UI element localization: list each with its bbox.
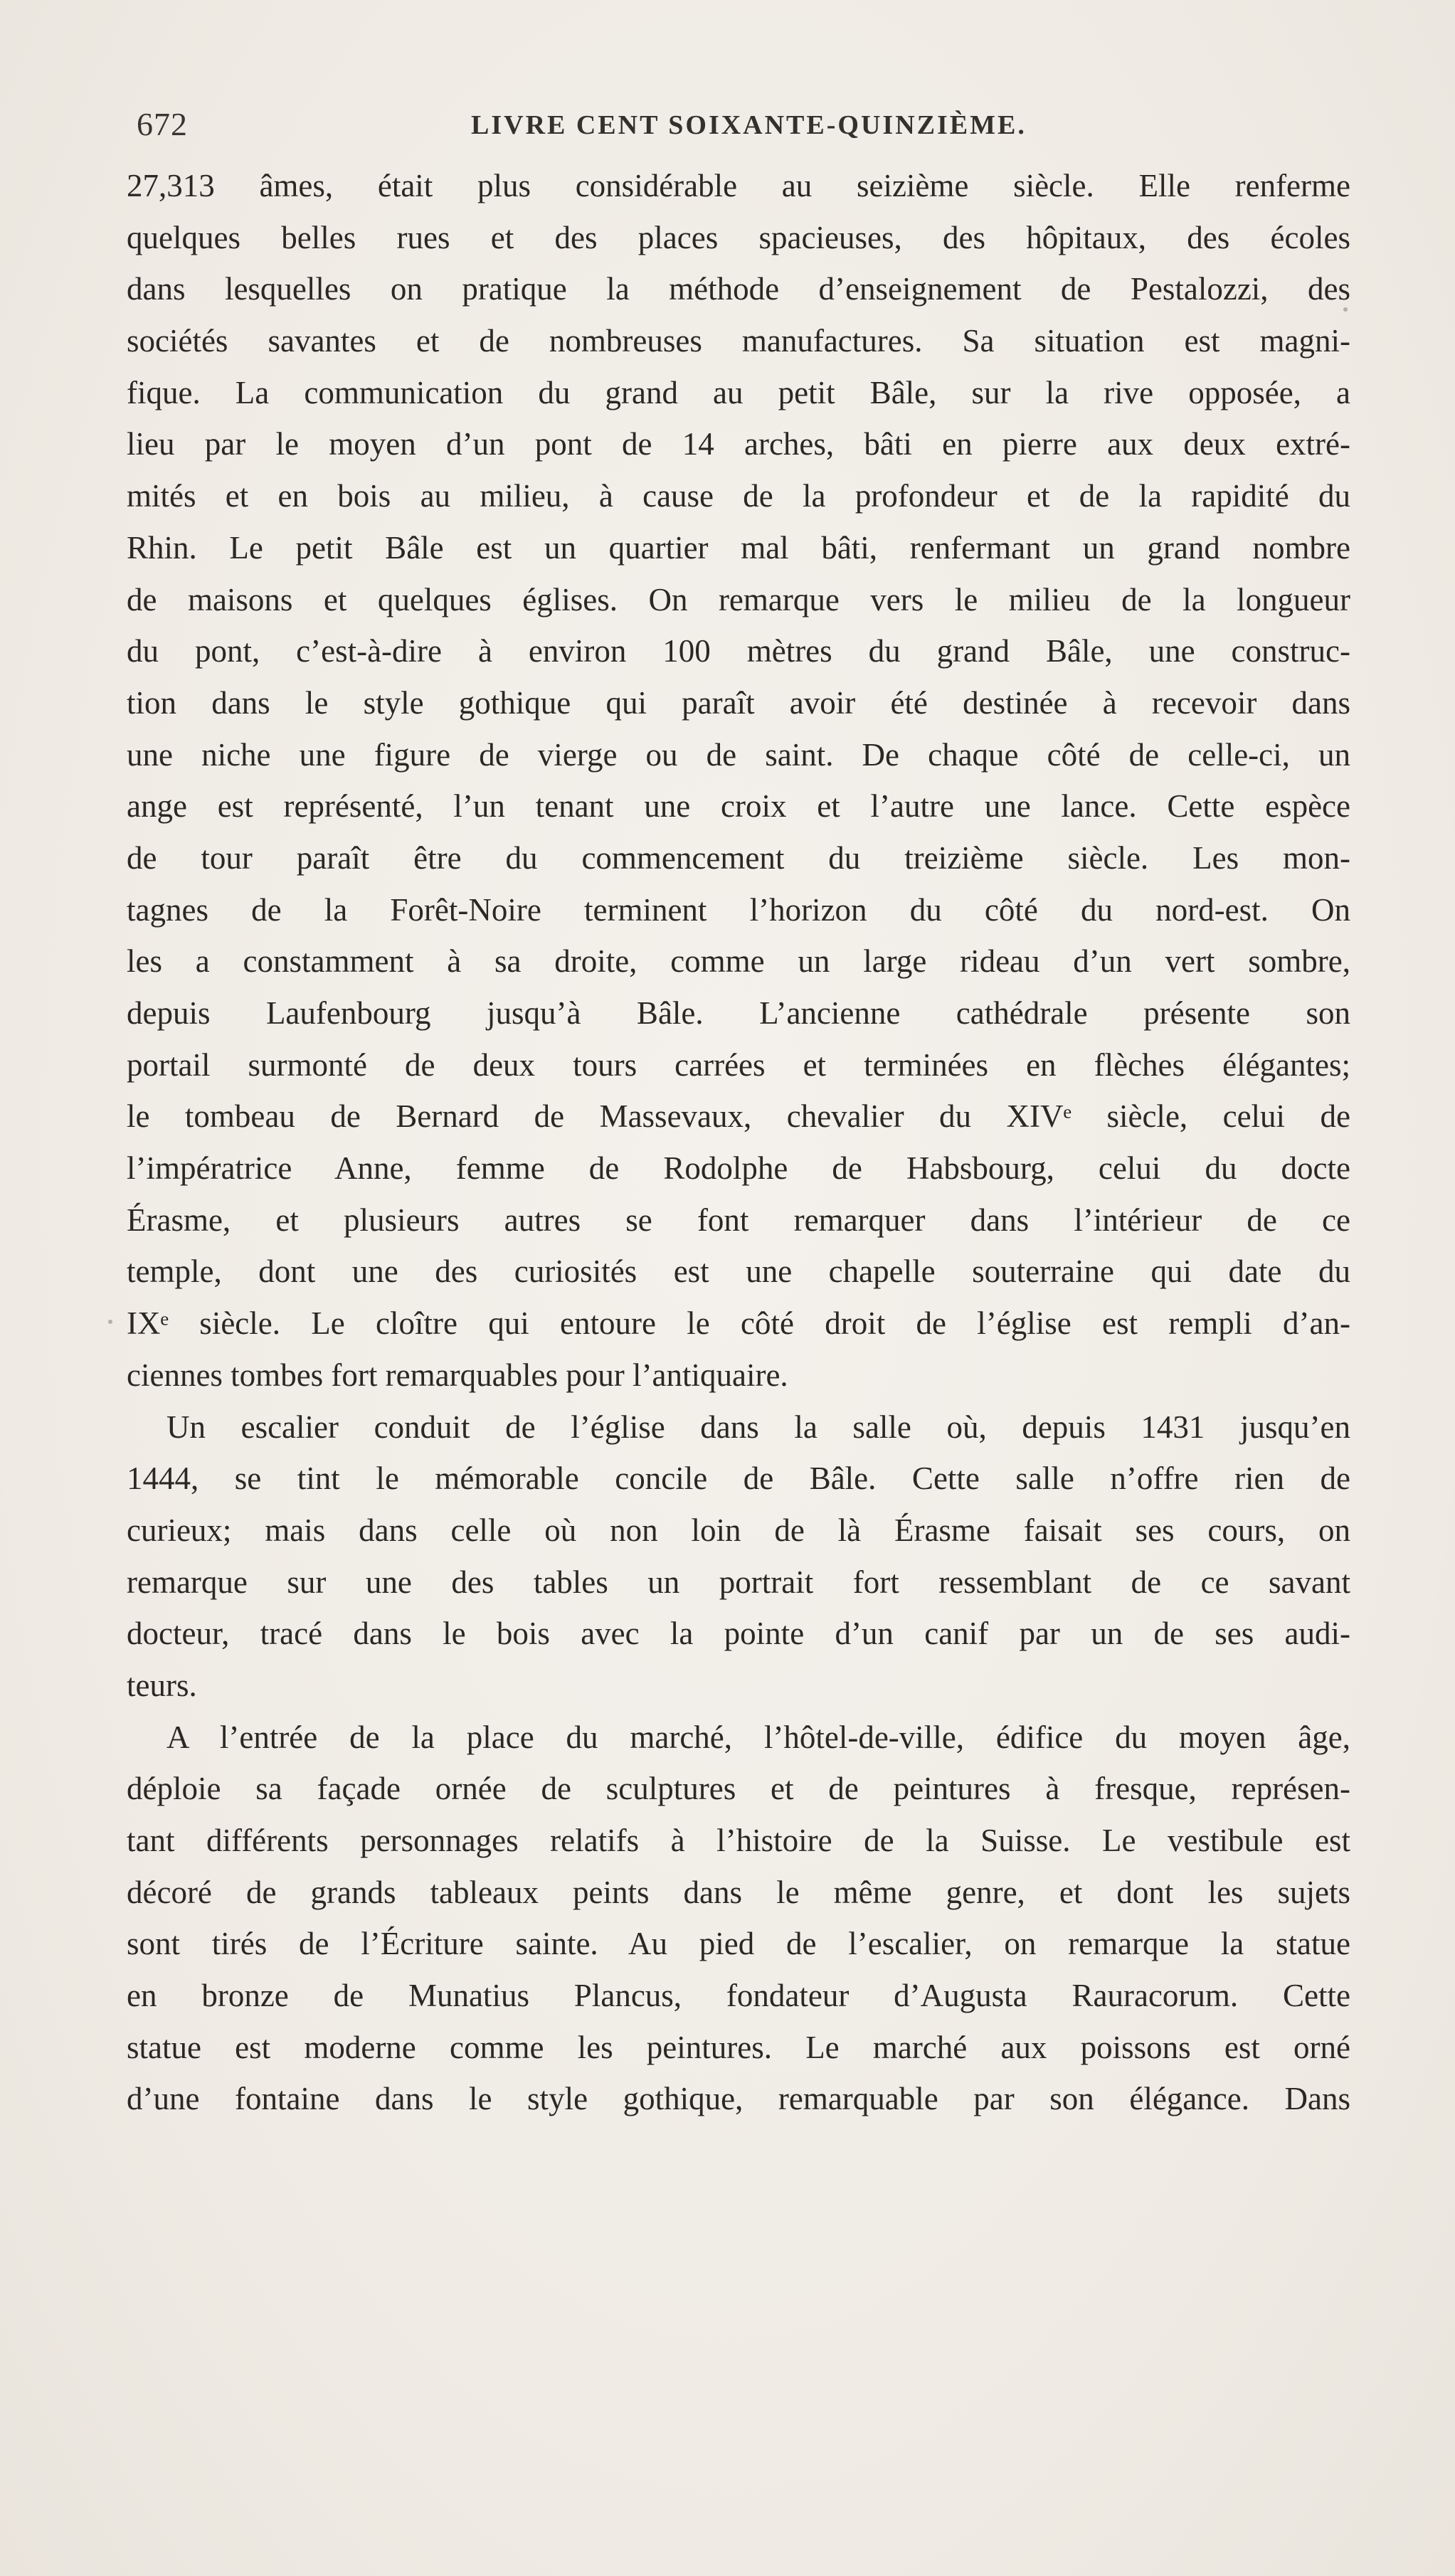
text-line: tion dans le style gothique qui paraît avoir été destinée à recevoir dans	[127, 684, 1350, 721]
text-line: sociétés savantes et de nombreuses manufactures. Sa situation est magni-	[127, 323, 1350, 359]
text-line: le tombeau de Bernard de Massevaux, chevalier du XIVᵉ siècle, celui de	[127, 1098, 1350, 1135]
text-line: décoré de grands tableaux peints dans le même genre, et dont les sujets	[127, 1874, 1350, 1910]
page-header	[137, 105, 1346, 148]
text-line: temple, dont une des curiosités est une chapelle souterraine qui date du	[127, 1253, 1350, 1290]
text-line: de tour paraît être du commencement du treizième siècle. Les mon-	[127, 839, 1350, 876]
text-line: statue est moderne comme les peintures. Le marché aux poissons est orné	[127, 2029, 1350, 2065]
text-line: portail surmonté de deux tours carrées et terminées en flèches élégantes;	[127, 1046, 1350, 1083]
running-title: LIVRE CENT SOIXANTE-QUINZIÈME.	[471, 110, 1027, 140]
text-line: teurs.	[127, 1667, 197, 1703]
text-line: IXᵉ siècle. Le cloître qui entoure le côté droit de l’église est rempli d’an-	[127, 1305, 1350, 1342]
text-line: ciennes tombes fort remarquables pour l’antiquaire.	[127, 1357, 788, 1393]
text-line: Un escalier conduit de l’église dans la salle où, depuis 1431 jusqu’en	[166, 1409, 1350, 1445]
text-line: l’impératrice Anne, femme de Rodolphe de Habsbourg, celui du docte	[127, 1150, 1350, 1187]
text-line: lieu par le moyen d’un pont de 14 arches, bâti en pierre aux deux extré-	[127, 426, 1350, 462]
page-number: 672	[137, 106, 188, 142]
text-line: Rhin. Le petit Bâle est un quartier mal bâti, renfermant un grand nombre	[127, 529, 1350, 566]
text-line: sont tirés de l’Écriture sainte. Au pied de l’escalier, on remarque la statue	[127, 1926, 1350, 1962]
body-text	[127, 160, 1350, 2125]
text-line: curieux; mais dans celle où non loin de là Érasme faisait ses cours, on	[127, 1512, 1350, 1548]
text-line: de maisons et quelques églises. On remarque vers le milieu de la longueur	[127, 581, 1350, 618]
text-line: Érasme, et plusieurs autres se font remarquer dans l’intérieur de ce	[127, 1202, 1350, 1238]
text-line: tagnes de la Forêt-Noire terminent l’horizon du côté du nord-est. On	[127, 891, 1350, 928]
text-line: du pont, c’est-à-dire à environ 100 mètres du grand Bâle, une construc-	[127, 633, 1350, 669]
text-line: tant différents personnages relatifs à l’histoire de la Suisse. Le vestibule est	[127, 1823, 1350, 1858]
text-line: une niche une figure de vierge ou de saint. De chaque côté de celle-ci, un	[127, 736, 1350, 773]
text-line: 27,313 âmes, était plus considérable au seizième siècle. Elle renferme	[127, 168, 1350, 203]
paper-speck	[1343, 307, 1348, 312]
text-line: 1444, se tint le mémorable concile de Bâle. Cette salle n’offre rien de	[127, 1461, 1350, 1497]
text-line: en bronze de Munatius Plancus, fondateur d’Augusta Rauracorum. Cette	[127, 1978, 1350, 2014]
text-line: dans lesquelles on pratique la méthode d’enseignement de Pestalozzi, des	[127, 271, 1350, 307]
text-line: docteur, tracé dans le bois avec la pointe d’un canif par un de ses audi-	[127, 1616, 1350, 1652]
paper-speck	[108, 1320, 112, 1324]
text-line: les a constamment à sa droite, comme un large rideau d’un vert sombre,	[127, 943, 1350, 980]
text-line: remarque sur une des tables un portrait fort ressemblant de ce savant	[127, 1564, 1350, 1600]
text-line: d’une fontaine dans le style gothique, remarquable par son élégance. Dans	[127, 2081, 1350, 2117]
text-line: fique. La communication du grand au petit Bâle, sur la rive opposée, a	[127, 374, 1350, 410]
text-line: ange est représenté, l’un tenant une croix et l’autre une lance. Cette espèce	[127, 788, 1350, 825]
text-line: A l’entrée de la place du marché, l’hôtel-de-ville, édifice du moyen âge,	[166, 1719, 1350, 1755]
text-line: déploie sa façade ornée de sculptures et de peintures à fresque, représen-	[127, 1771, 1350, 1807]
text-line: mités et en bois au milieu, à cause de la profondeur et de la rapidité du	[127, 478, 1350, 514]
text-line: depuis Laufenbourg jusqu’à Bâle. L’ancienne cathédrale présente son	[127, 995, 1350, 1031]
text-line: quelques belles rues et des places spacieuses, des hôpitaux, des écoles	[127, 219, 1350, 255]
